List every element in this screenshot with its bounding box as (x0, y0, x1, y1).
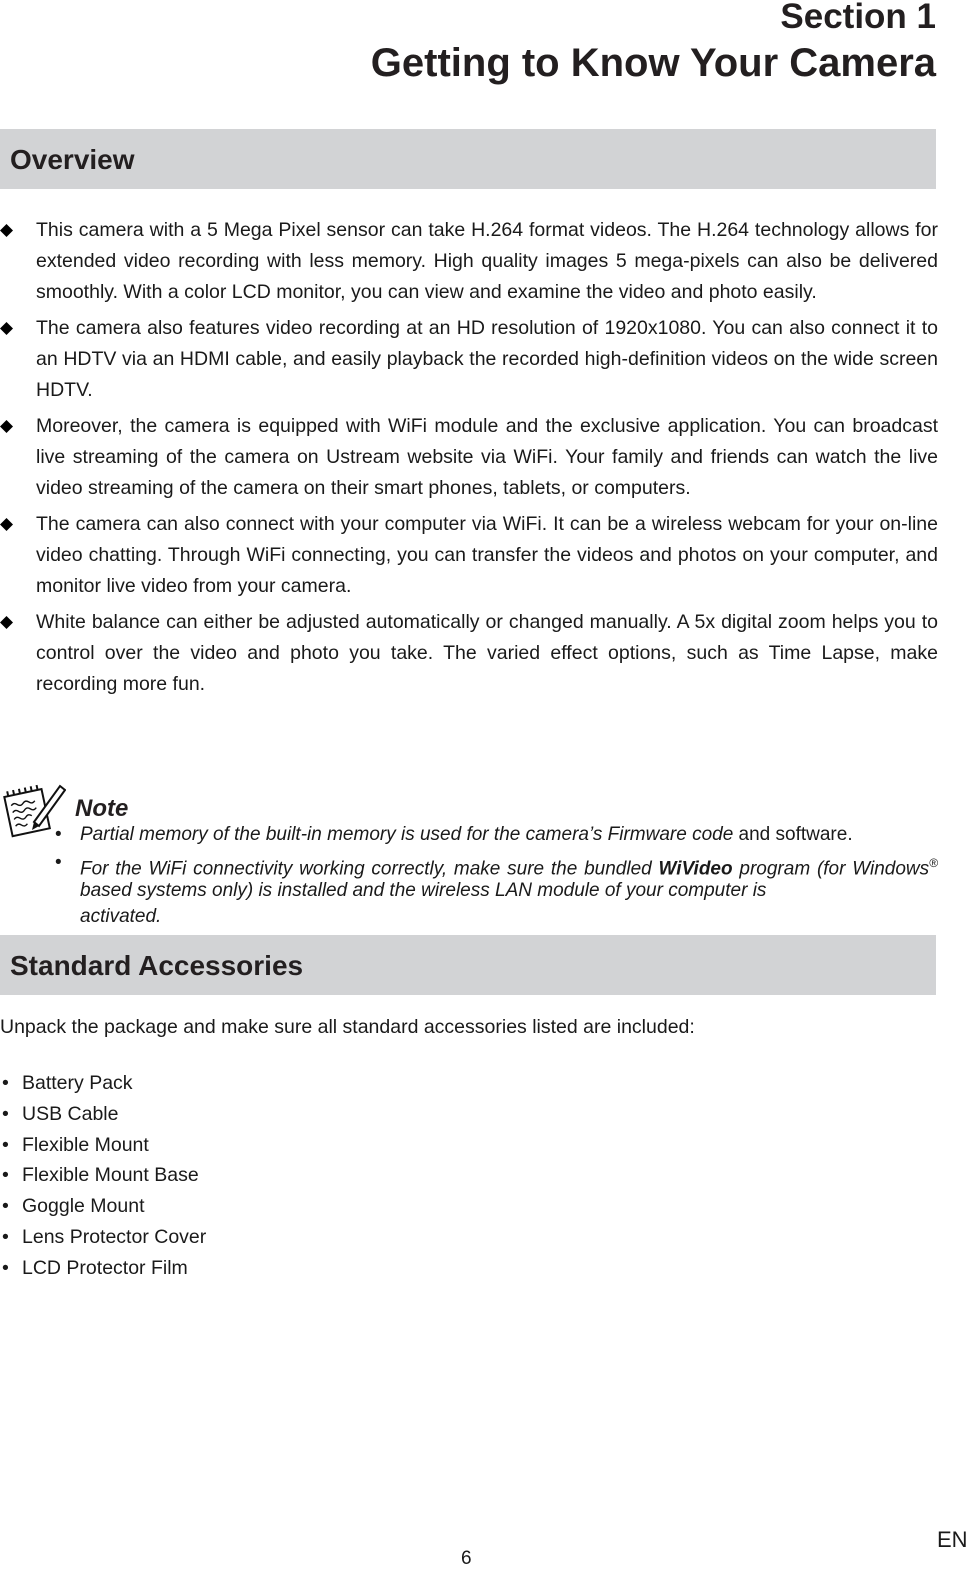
bullet-dot: • (2, 1195, 9, 1218)
page-title: Getting to Know Your Camera (370, 41, 936, 85)
bullet-dot: • (2, 1133, 9, 1156)
bullet-text: Moreover, the camera is equipped with WiFi module and the exclusive application. You can broadcast live streaming of the camera on Ustream website via WiFi. Your family and friends can watch the live video streaming of the camera on their smart phones, tablets, or computers. (36, 415, 938, 499)
note-list (55, 824, 938, 938)
list-item (0, 1068, 206, 1099)
note-text: and software. (733, 824, 853, 845)
bullet-text: White balance can either be adjusted automatically or changed manually. A 5x digital zoom helps you to control over the video and photo you take. The varied effect options, such as Time Lapse, make recording more fun. (36, 611, 938, 695)
list-item (0, 1130, 206, 1161)
diamond-bullet-icon (0, 322, 13, 335)
bullet-text: The camera also features video recording at an HD resolution of 1920x1080. You can also connect it to an HDTV via an HDMI cable, and easily playback the recorded high-definition videos on the wide screen HDTV. (36, 317, 938, 401)
list-item (55, 824, 938, 846)
accessory-label: Goggle Mount (22, 1195, 145, 1218)
accessory-label: Lens Protector Cover (22, 1225, 207, 1248)
registered-mark: ® (929, 856, 938, 870)
list-item (0, 607, 938, 700)
accessory-label: Battery Pack (22, 1072, 133, 1094)
bullet-dot: • (2, 1164, 9, 1187)
program-name: WiVideo (658, 858, 733, 880)
overview-heading: Overview (0, 129, 936, 189)
bullet-dot: • (2, 1072, 9, 1094)
note-title: Note (75, 795, 129, 822)
accessories-intro: Unpack the package and make sure all standard accessories listed are included: (0, 1016, 695, 1038)
note-text: based systems only) is installed and the wireless LAN module of your computer is (80, 880, 767, 902)
list-item (0, 509, 938, 602)
list-item (0, 1191, 206, 1222)
list-item (0, 1160, 206, 1191)
diamond-bullet-icon (0, 518, 13, 531)
accessories-heading: Standard Accessories (0, 935, 936, 995)
diamond-bullet-icon (0, 616, 13, 629)
language-label: EN (937, 1527, 968, 1552)
accessories-list (0, 1068, 206, 1284)
section-title (371, 0, 936, 86)
list-item (0, 411, 938, 504)
overview-bullet-list (0, 215, 938, 705)
section-number: Section 1 (780, 0, 936, 36)
list-item (0, 1099, 206, 1130)
list-item (55, 852, 938, 932)
note-text: program (for Windows (732, 858, 930, 880)
page-number: 6 (461, 1548, 472, 1569)
accessory-label: LCD Protector Film (22, 1256, 188, 1279)
bullet-dot: • (55, 824, 62, 845)
note-text: Partial memory of the built-in memory is used for the camera’s Firmware code (80, 824, 734, 845)
diamond-bullet-icon (0, 420, 13, 433)
bullet-text: This camera with a 5 Mega Pixel sensor can take H.264 format videos. The H.264 technology allows for extended video recording with less memory. High quality images 5 mega-pixels can also be delivered smoothly. With a color LCD monitor, you can view and examine the video and photo easily. (36, 219, 938, 303)
list-item (0, 313, 938, 406)
list-item (0, 1253, 206, 1284)
bullet-dot: • (55, 852, 62, 873)
accessory-label: USB Cable (22, 1102, 119, 1125)
note-text: For the WiFi connectivity working correctly, make sure the bundled (80, 858, 659, 880)
accessory-label: Flexible Mount Base (22, 1164, 199, 1187)
diamond-bullet-icon (0, 224, 13, 237)
list-item (0, 215, 938, 308)
bullet-dot: • (2, 1256, 9, 1279)
note-text: activated. (80, 906, 162, 928)
bullet-dot: • (2, 1102, 9, 1125)
list-item (0, 1222, 206, 1253)
bullet-dot: • (2, 1225, 9, 1248)
accessory-label: Flexible Mount (22, 1133, 149, 1156)
bullet-text: The camera can also connect with your computer via WiFi. It can be a wireless webcam for your on-line video chatting. Through WiFi connecting, you can transfer the videos and photos on your computer, and monitor live video from your camera. (36, 513, 938, 597)
